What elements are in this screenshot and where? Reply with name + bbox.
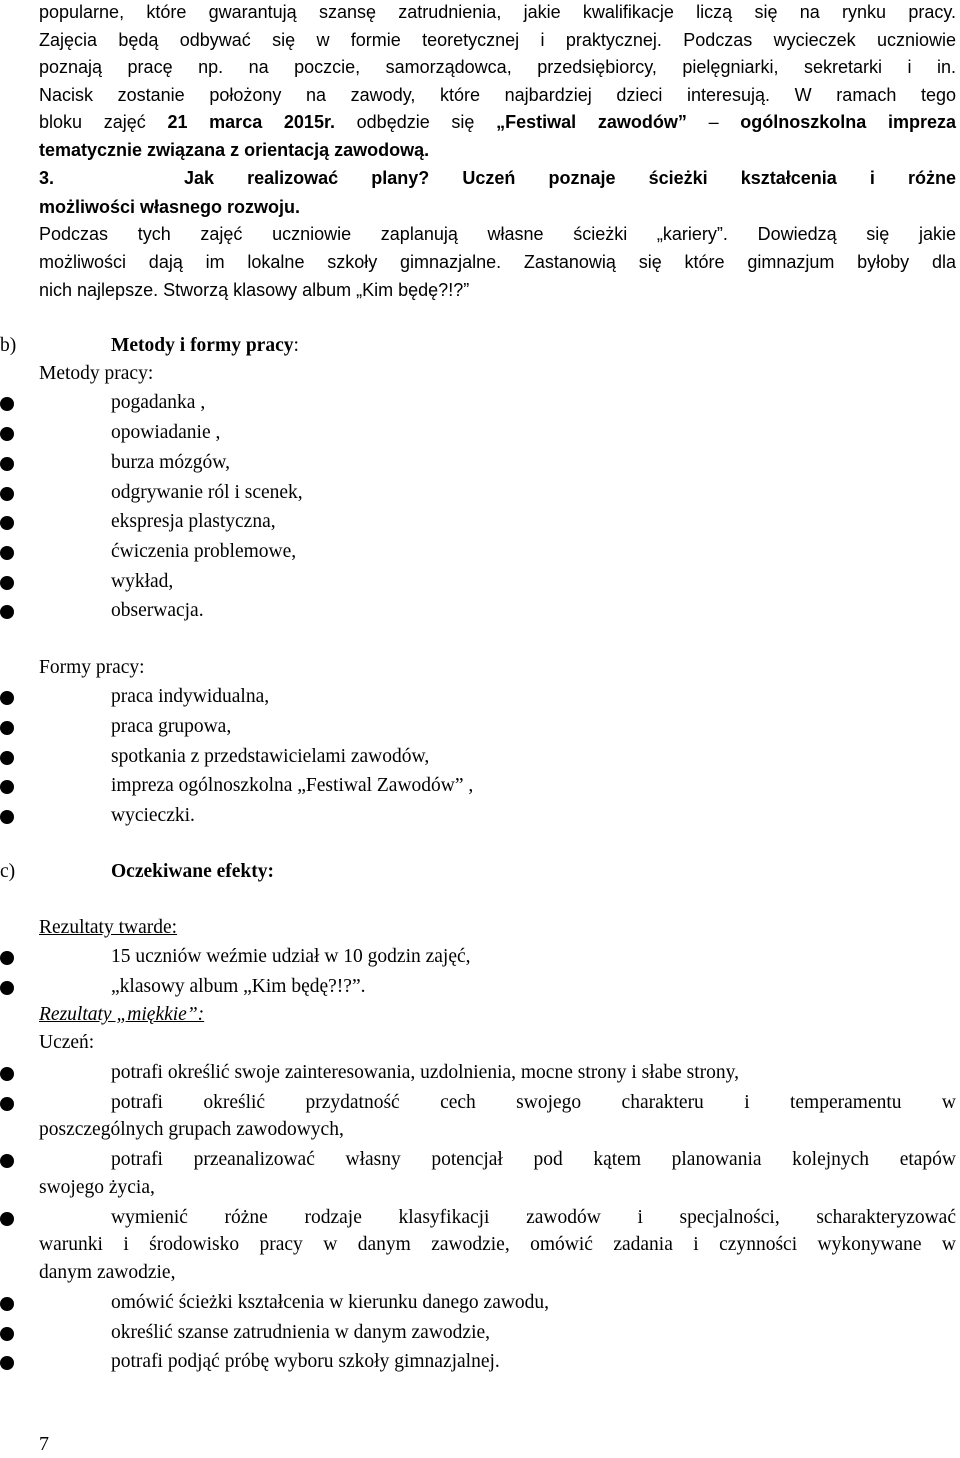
intro-line-6 [39, 136, 429, 164]
method-text: burza mózgów, [111, 452, 230, 473]
bullet-icon [0, 691, 14, 705]
soft-result-text-cont: swojego życia, [39, 1177, 155, 1198]
point-3-heading-cont-text: możliwości własnego rozwoju. [39, 197, 301, 217]
bullet-icon [0, 397, 14, 411]
soft-result-text: potrafi określić swoje zainteresowania, uzdolnienia, mocne strony i słabe strony, [111, 1062, 739, 1083]
section-c-title: Oczekiwane efekty: [111, 861, 274, 882]
bullet-icon [0, 751, 14, 765]
section-c-letter: c) [0, 861, 16, 882]
point-3-heading [184, 164, 956, 192]
bullet-icon [0, 516, 14, 530]
form-text: praca indywidualna, [111, 686, 270, 707]
soft-result-text-cont: poszczególnych grupach zawodowych, [39, 1119, 344, 1140]
point-3-number-text: 3. [39, 168, 55, 188]
method-text: pogadanka , [111, 392, 206, 413]
method-text: obserwacja. [111, 600, 204, 621]
method-text: odgrywanie ról i scenek, [111, 482, 303, 503]
methods-label: Metody pracy: [39, 363, 154, 384]
intro-line-5 [39, 108, 956, 136]
soft-results-label: Rezultaty „miękkie”: [39, 1004, 205, 1025]
hard-results-label: Rezultaty twarde: [39, 917, 178, 938]
bullet-icon [0, 780, 14, 794]
form-text: wycieczki. [111, 805, 195, 826]
forms-label: Formy pracy: [39, 657, 145, 678]
page-number: 7 [39, 1433, 49, 1455]
soft-result-text: potrafi przeanalizować własny potencjał pod kątem planowania kolejnych etapów [111, 1149, 956, 1170]
form-text: spotkania z przedstawicielami zawodów, [111, 746, 430, 767]
soft-result-text: potrafi podjąć próbę wyboru szkoły gimnazjalnej. [111, 1351, 500, 1372]
point-3-line-2: możliwości dają im lokalne szkoły gimnazjalne. Zastanowią się które gimnazjum byłoby dla [39, 252, 956, 272]
point-3-number [39, 164, 54, 192]
soft-result-text: określić szanse zatrudnienia w danym zawodzie, [111, 1322, 491, 1343]
hard-result-text: „klasowy album „Kim będę?!?”. [111, 976, 366, 997]
point-3-heading-text: Jak realizować plany? Uczeń poznaje ścieżki kształcenia i różne [184, 168, 956, 188]
bullet-icon [0, 981, 14, 995]
bullet-icon [0, 1356, 14, 1370]
section-b-colon: : [293, 335, 299, 356]
section-b-heading [111, 332, 299, 360]
bullet-icon [0, 1097, 14, 1111]
section-b-title: Metody i formy pracy [111, 335, 294, 356]
bullet-icon [0, 721, 14, 735]
bullet-icon [0, 576, 14, 590]
point-3-line-1: Podczas tych zajęć uczniowie zaplanują własne ścieżki „kariery”. Dowiedzą się jakie [39, 224, 956, 244]
form-text: impreza ogólnoszkolna „Festiwal Zawodów” , [111, 775, 474, 796]
soft-result-text-cont: danym zawodzie, [39, 1262, 176, 1283]
bullet-icon [0, 951, 14, 965]
point-3-line-3: nich najlepsze. Stworzą klasowy album „Kim będę?!?” [39, 280, 470, 300]
bullet-icon [0, 810, 14, 824]
intro-line-5-dash: – [686, 112, 741, 132]
section-c-heading [111, 858, 274, 886]
intro-line-2: Zajęcia będą odbywać się w formie teoretycznej i praktycznej. Podczas wycieczek uczniowie [39, 30, 956, 50]
intro-line-5-pre: bloku zajęć [39, 112, 168, 132]
soft-result-text: wymienić różne rodzaje klasyfikacji zawodów i specjalności, scharakteryzować [111, 1207, 956, 1228]
hard-result-text: 15 uczniów weźmie udział w 10 godzin zajęć, [111, 946, 471, 967]
bullet-icon [0, 1067, 14, 1081]
soft-result-text: omówić ścieżki kształcenia w kierunku danego zawodu, [111, 1292, 550, 1313]
bullet-icon [0, 605, 14, 619]
method-text: ekspresja plastyczna, [111, 511, 276, 532]
bullet-icon [0, 427, 14, 441]
festival-name: „Festiwal zawodów” [496, 112, 687, 132]
bullet-icon [0, 487, 14, 501]
section-b-letter: b) [0, 335, 17, 356]
method-text: opowiadanie , [111, 422, 221, 443]
method-text: wykład, [111, 571, 174, 592]
bullet-icon [0, 1327, 14, 1341]
point-3-heading-cont [39, 193, 300, 221]
event-description: ogólnoszkolna impreza [740, 112, 957, 132]
form-text: praca grupowa, [111, 716, 232, 737]
intro-line-5-post: odbędzie się [334, 112, 497, 132]
method-text: ćwiczenia problemowe, [111, 541, 297, 562]
intro-line-1: popularne, które gwarantują szansę zatrudnienia, jakie kwalifikacje liczą się na rynku pracy. [39, 2, 956, 22]
bullet-icon [0, 1154, 14, 1168]
event-date: 21 marca 2015r. [167, 112, 335, 132]
bullet-icon [0, 1297, 14, 1311]
bullet-icon [0, 546, 14, 560]
bullet-icon [0, 1212, 14, 1226]
intro-line-3: poznają pracę np. na poczcie, samorządowca, przedsiębiorcy, pielęgniarki, sekretarki i in. [39, 57, 956, 77]
soft-result-text: potrafi określić przydatność cech swojego charakteru i temperamentu w [111, 1092, 956, 1113]
student-label: Uczeń: [39, 1032, 95, 1053]
bullet-icon [0, 457, 14, 471]
soft-result-text-cont: warunki i środowisko pracy w danym zawodzie, omówić zadania i czynności wykonywane w [39, 1234, 956, 1255]
intro-line-4: Nacisk zostanie położony na zawody, które najbardziej dzieci interesują. W ramach tego [39, 85, 956, 105]
intro-line-6-text: tematycznie związana z orientacją zawodową. [39, 140, 430, 160]
